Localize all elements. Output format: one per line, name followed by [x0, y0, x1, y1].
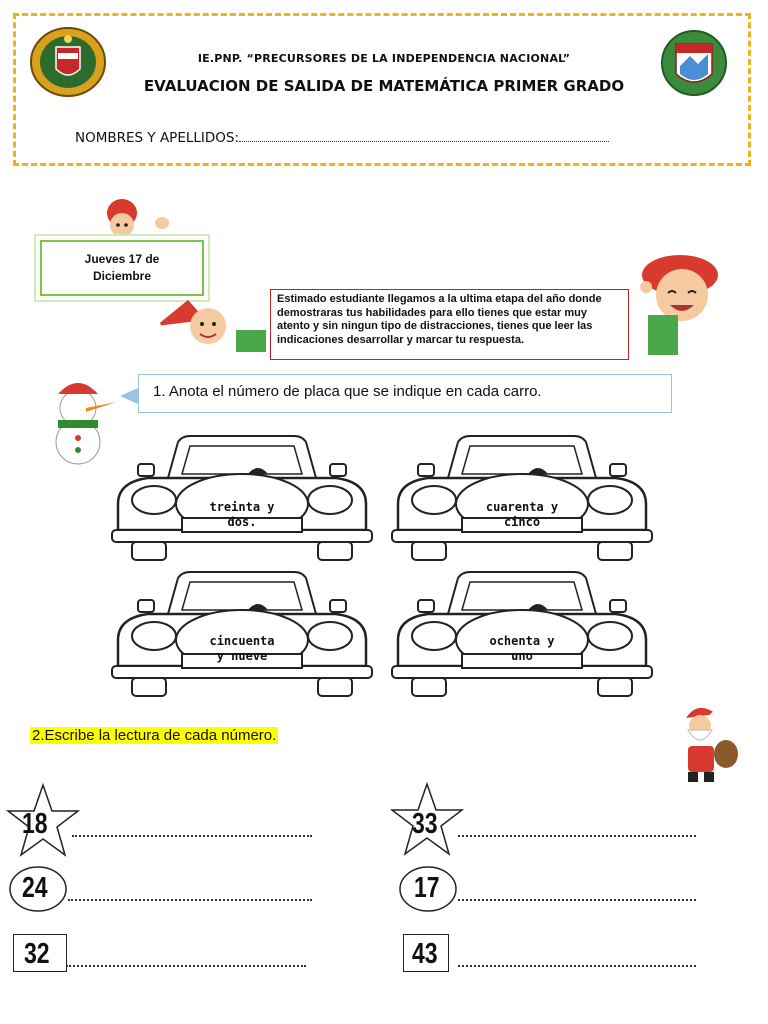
question1-text: 1. Anota el número de placa que se indique en cada carro. [138, 374, 672, 413]
number-32: 32 [24, 936, 50, 970]
car-4 [388, 570, 656, 704]
question2-number: 2. [32, 727, 45, 744]
car-3 [108, 570, 376, 704]
school-name: IE.PNP. “PRECURSORES DE LA INDEPENDENCIA NACIONAL” [197, 52, 571, 65]
elf-top-icon [92, 195, 182, 245]
number-17: 17 [414, 870, 440, 904]
answer-line-32[interactable] [66, 962, 306, 967]
exam-title: EVALUACION DE SALIDA DE MATEMÁTICA PRIMER GRADO [143, 77, 625, 95]
car-plate-2: cuarenta y cinco [485, 500, 559, 529]
santa-icon [672, 700, 742, 784]
date-line-1: Jueves 17 de [84, 252, 160, 266]
car-1 [108, 434, 376, 568]
elf-left-icon [148, 292, 268, 360]
answer-line-17[interactable] [458, 896, 696, 901]
car-plate-4: ochenta y uno [489, 634, 555, 663]
date-line-2: Diciembre [92, 269, 152, 283]
answer-line-43[interactable] [458, 962, 696, 967]
number-33: 33 [412, 806, 438, 840]
student-name-label: NOMBRES Y APELLIDOS: [75, 130, 240, 146]
answer-line-33[interactable] [458, 832, 696, 837]
car-2 [388, 434, 656, 568]
number-24: 24 [22, 870, 48, 904]
car-plate-3: cincuenta y nueve [209, 634, 275, 663]
question2-heading [30, 727, 278, 744]
car-icon [108, 434, 376, 564]
student-name-field[interactable] [239, 129, 609, 142]
car-icon [388, 434, 656, 564]
question1-bubble-tail [120, 388, 138, 404]
number-18: 18 [22, 806, 48, 840]
date-card [40, 240, 204, 296]
car-plate-1: treinta y dos. [209, 500, 275, 529]
student-name-row [75, 129, 609, 146]
answer-line-18[interactable] [72, 832, 312, 837]
elf-right-icon [600, 253, 730, 358]
question2-text: Escribe la lectura de cada número. [44, 727, 277, 744]
instruction-notice: Estimado estudiante llegamos a la ultima etapa del año donde demostraras tus habilidades para ello tienes que estar muy atento y sin ningun tipo de distracciones, tienes que leer las indicaciones desarrollar y marcar tu respuesta. [270, 289, 629, 360]
answer-line-24[interactable] [68, 896, 312, 901]
number-43: 43 [412, 936, 438, 970]
